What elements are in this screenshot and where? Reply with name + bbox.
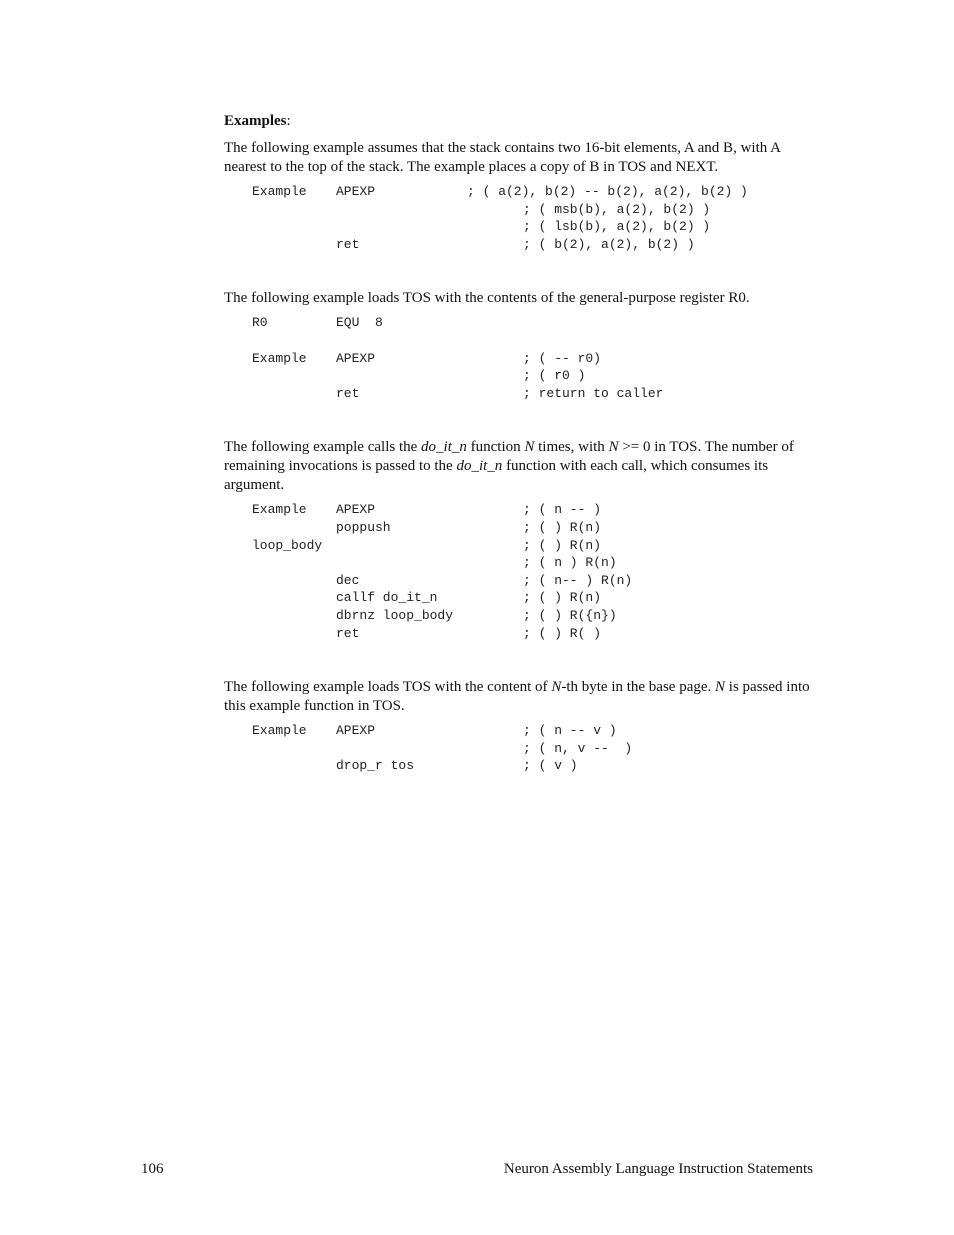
code-line [252, 332, 824, 350]
code-comment: ; ( n ) R(n) [523, 555, 617, 571]
text-run: is passed into this example function in TOS. [224, 679, 810, 715]
code-instruction: ret [336, 625, 360, 641]
code-line [252, 740, 824, 758]
spacer [224, 253, 824, 289]
code-instruction: ret [336, 236, 360, 252]
code-comment: ; ( ) R(n) [523, 537, 602, 553]
code-line [252, 367, 824, 385]
code-line [252, 236, 824, 254]
code-comment: ; ( a(2), b(2) -- b(2), a(2), b(2) ) [467, 184, 748, 199]
example-2-code [252, 314, 824, 402]
code-instruction: ret [336, 385, 360, 401]
code-line [252, 625, 824, 643]
text-run: >= 0 in TOS. The number of remaining invocations is passed to the [224, 439, 794, 475]
code-line [252, 218, 824, 236]
text-run: The following example loads TOS with the content of [224, 679, 552, 696]
code-line [252, 554, 824, 572]
text-run: function with each call, which consumes its argument. [224, 458, 769, 494]
text-run: The following example calls the [224, 439, 422, 456]
code-instruction: APEXP [336, 184, 376, 199]
example-4-description [224, 678, 824, 716]
example-4-code [252, 722, 824, 775]
variable-n: N [608, 439, 619, 456]
text-run: -th byte in the base page. [561, 679, 716, 696]
code-line [252, 183, 824, 201]
example-1-code [252, 183, 824, 253]
examples-heading-colon: : [286, 113, 291, 129]
code-instruction: APEXP [336, 502, 376, 518]
spacer [224, 642, 824, 678]
code-comment: ; ( ) R(n) [523, 519, 602, 535]
examples-heading-label: Examples [224, 113, 287, 129]
code-comment: ; ( msb(b), a(2), b(2) ) [523, 201, 711, 217]
code-line [252, 314, 824, 332]
code-label: loop_body [252, 537, 323, 553]
code-label: R0 [252, 315, 268, 331]
code-comment: ; ( n, v -- ) [523, 740, 633, 756]
page-number: 106 [141, 1161, 164, 1177]
code-line [252, 607, 824, 625]
code-comment: ; return to caller [523, 385, 664, 401]
example-2-description: The following example loads TOS with the contents of the general-purpose register R0. [224, 290, 750, 307]
code-comment: ; ( n -- ) [523, 502, 602, 518]
code-instruction: APEXP [336, 350, 376, 366]
text-run: times, with [534, 439, 609, 456]
variable-n: N [551, 679, 562, 696]
code-line [252, 385, 824, 403]
example-3-description [224, 438, 824, 495]
code-comment: ; ( n-- ) R(n) [523, 572, 633, 588]
code-line [252, 589, 824, 607]
code-instruction: EQU 8 [336, 315, 383, 331]
variable-n: N [715, 679, 726, 696]
code-instruction: dbrnz loop_body [336, 607, 454, 623]
code-label: Example [252, 350, 307, 366]
footer-title: Neuron Assembly Language Instruction Statements [503, 1161, 813, 1177]
function-name: do_it_n [456, 458, 503, 475]
code-label: Example [252, 184, 307, 199]
code-line [252, 537, 824, 555]
code-line [252, 501, 824, 519]
code-comment: ; ( ) R({n}) [523, 607, 617, 623]
code-line [252, 572, 824, 590]
code-line [252, 201, 824, 219]
code-comment: ; ( v ) [523, 758, 578, 774]
code-instruction: callf do_it_n [336, 590, 438, 606]
examples-heading [224, 112, 824, 131]
code-instruction: poppush [336, 519, 391, 535]
code-comment: ; ( lsb(b), a(2), b(2) ) [523, 219, 711, 235]
code-instruction: dec [336, 572, 360, 588]
code-instruction: APEXP [336, 723, 376, 739]
function-name: do_it_n [421, 439, 467, 456]
variable-n: N [524, 439, 535, 456]
spacer [224, 402, 824, 438]
text-run: function [466, 439, 525, 456]
example-1-description: The following example assumes that the stack contains two 16-bit elements, A and B, with A nearest to the top of the stack. The example places a copy of B in TOS and NEXT. [224, 140, 781, 175]
code-line [252, 757, 824, 775]
code-comment: ; ( -- r0) [523, 350, 602, 366]
code-label: Example [252, 502, 307, 518]
example-3-code [252, 501, 824, 642]
code-instruction: drop_r tos [336, 758, 415, 774]
code-line [252, 722, 824, 740]
code-comment: ; ( ) R( ) [523, 625, 602, 641]
code-line [252, 519, 824, 537]
code-comment: ; ( n -- v ) [523, 723, 617, 739]
code-comment: ; ( r0 ) [523, 368, 586, 384]
page-content [224, 112, 824, 775]
code-comment: ; ( b(2), a(2), b(2) ) [523, 236, 695, 252]
code-label: Example [252, 723, 307, 739]
code-line [252, 350, 824, 368]
code-comment: ; ( ) R(n) [523, 590, 602, 606]
